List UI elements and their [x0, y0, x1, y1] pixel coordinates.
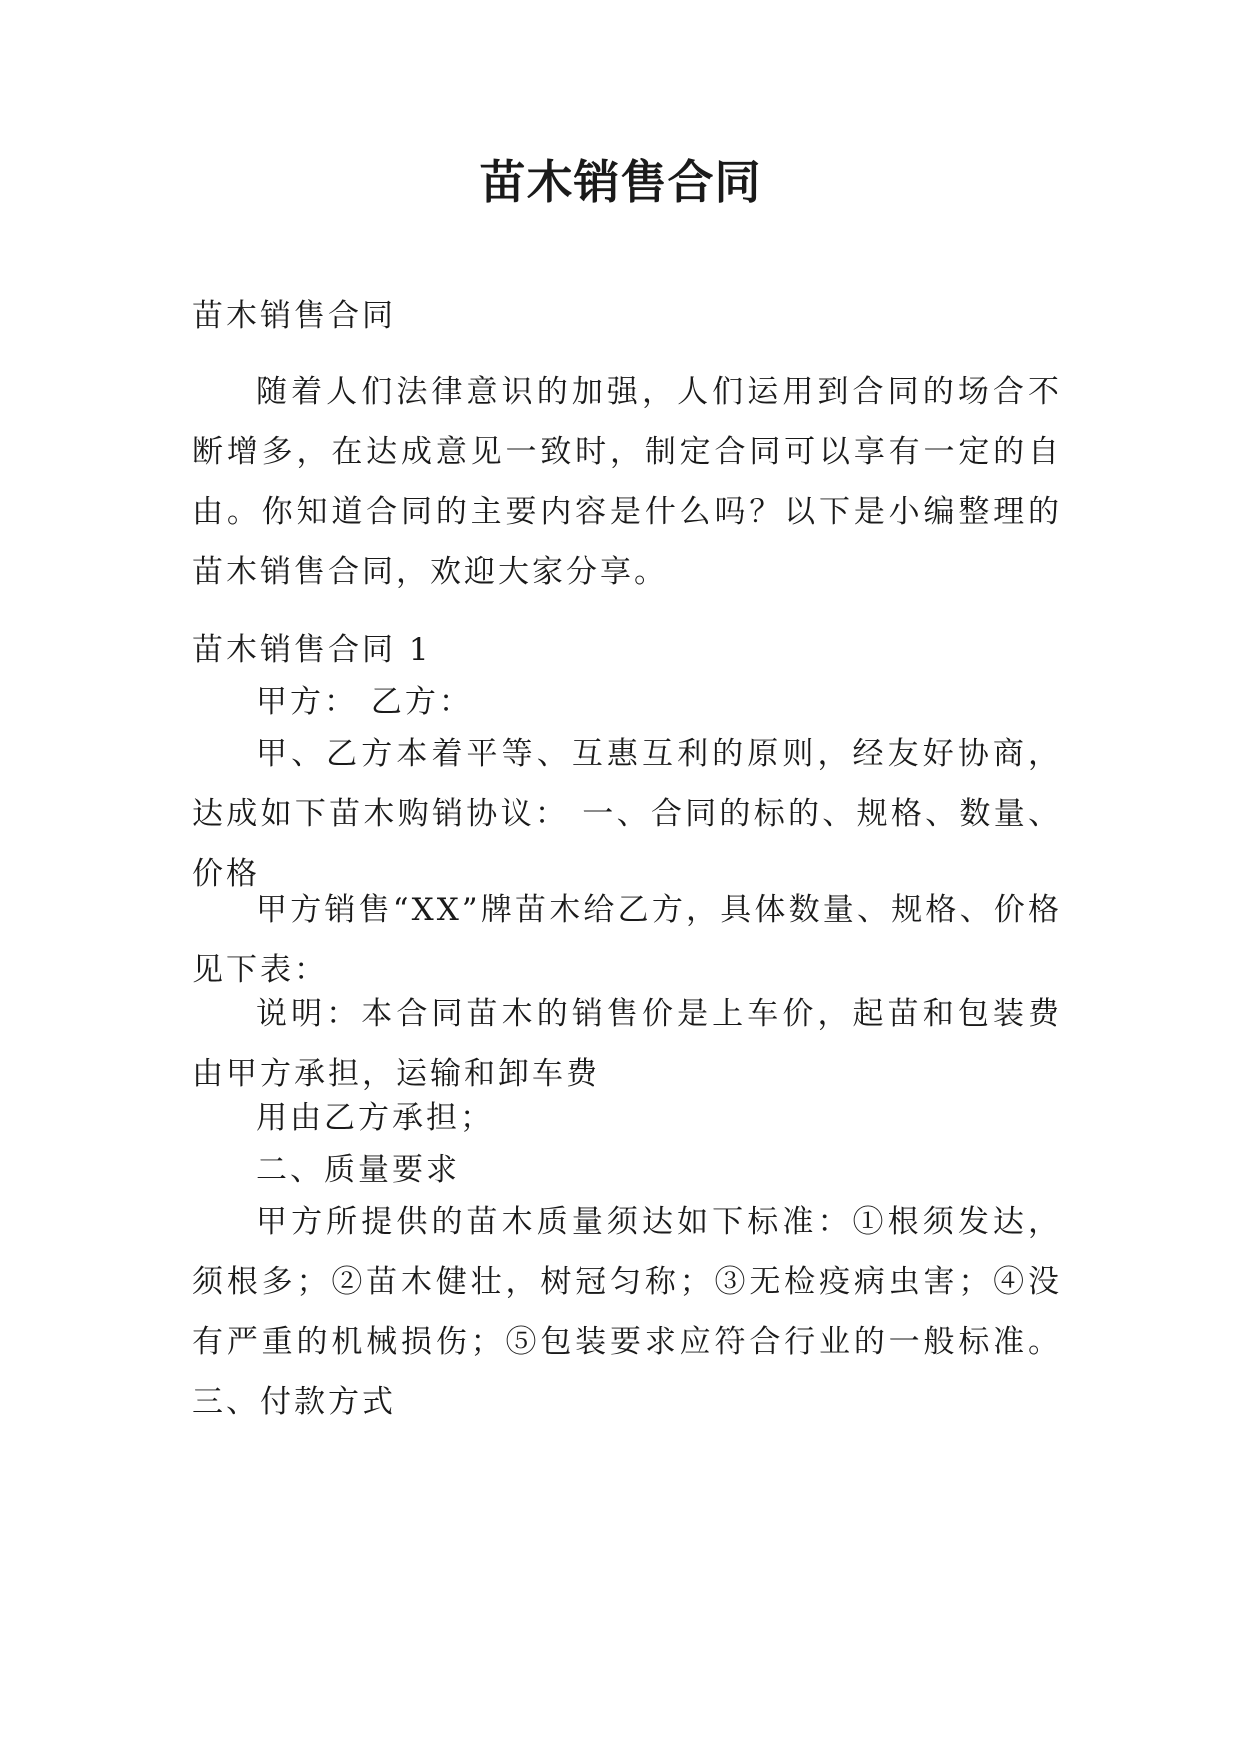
document-subtitle: 苗木销售合同: [192, 298, 396, 334]
agreement-paragraph: 甲、乙方本着平等、互惠互利的原则，经友好协商，达成如下苗木购销协议： 一、合同的标的、规格、数量、价格: [192, 736, 1062, 892]
cost-paragraph: 用由乙方承担；: [256, 1100, 494, 1136]
parties-line: 甲方： 乙方：: [256, 684, 473, 720]
sale-paragraph: 甲方销售“XX”牌苗木给乙方，具体数量、规格、价格见下表：: [192, 892, 1062, 988]
section-title: 苗木销售合同 1: [192, 632, 432, 668]
quality-heading: 二、质量要求: [256, 1152, 460, 1188]
note-paragraph: 说明：本合同苗木的销售价是上车价，起苗和包装费由甲方承担，运输和卸车费: [192, 996, 1062, 1092]
quality-paragraph: 甲方所提供的苗木质量须达如下标准：①根须发达，须根多；②苗木健壮，树冠匀称；③无检疫病虫害；④没有严重的机械损伤；⑤包装要求应符合行业的一般标准。 三、付款方式: [192, 1204, 1062, 1420]
intro-paragraph: 随着人们法律意识的加强，人们运用到合同的场合不断增多，在达成意见一致时，制定合同可以享有一定的自由。你知道合同的主要内容是什么吗？以下是小编整理的苗木销售合同，欢迎大家分享。: [192, 374, 1062, 590]
document-title: 苗木销售合同: [479, 155, 762, 209]
